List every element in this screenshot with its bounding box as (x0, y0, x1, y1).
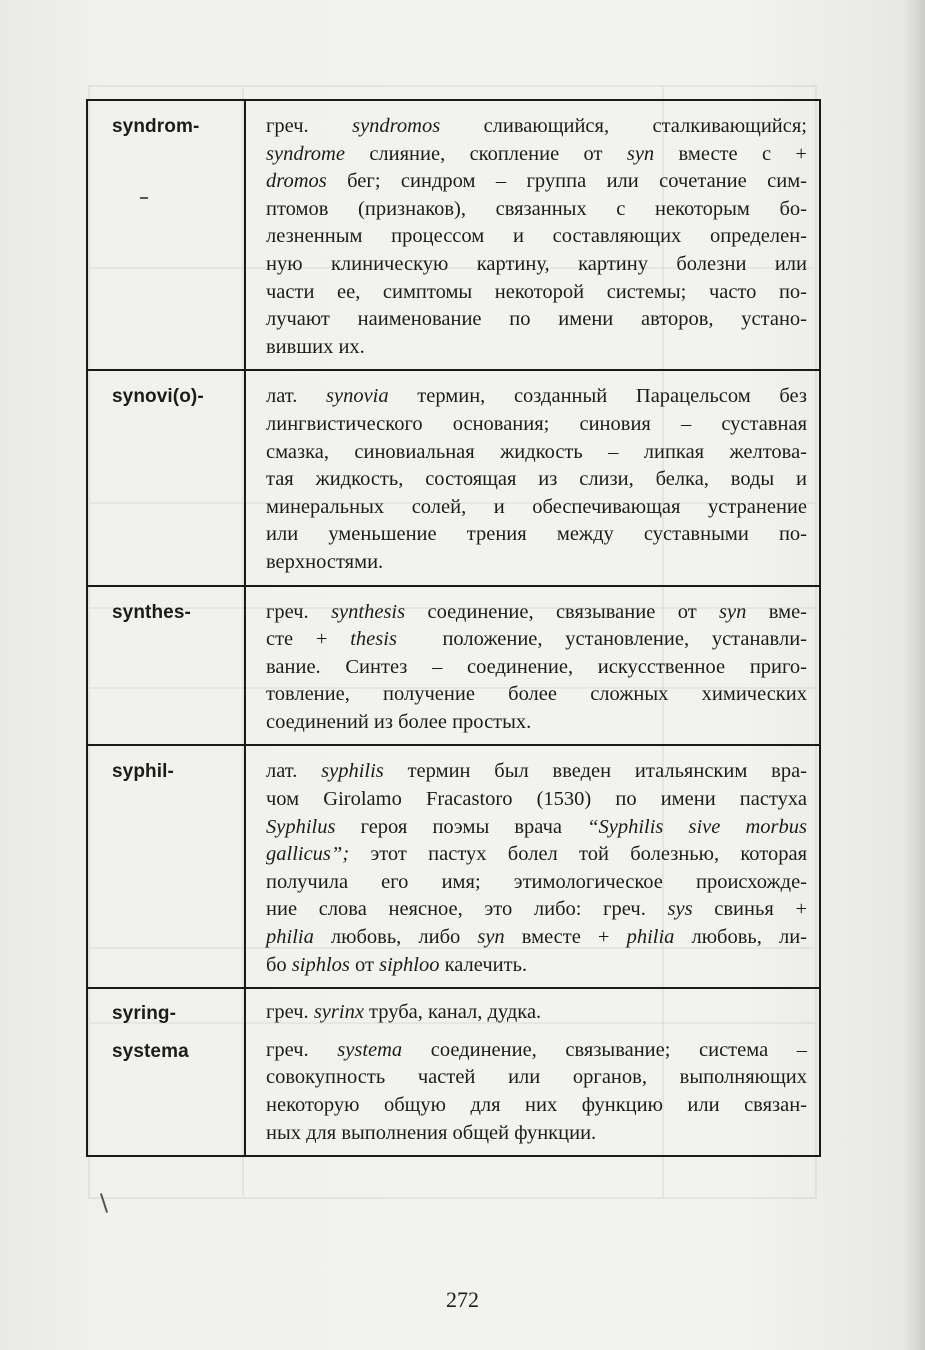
page-edge-shadow (903, 0, 925, 1350)
term-cell: syphil- (87, 745, 245, 988)
definition-line: минеральных солей, и обеспечивающая устранение (266, 495, 807, 518)
term-cell: synthes- (87, 586, 245, 746)
definition-line: некоторую общую для них функцию или связан- (266, 1094, 807, 1116)
definition-line: ную клиническую картину, картину болезни или (266, 252, 807, 275)
definition-line: верхностями. (266, 550, 384, 573)
entry-row (87, 745, 820, 988)
definition-line: лезненным процессом и составляющих определен- (266, 225, 807, 248)
definition-line: птомов (признаков), связанных с некоторым бо- (266, 197, 807, 220)
definition-line: соединений из более простых. (266, 710, 532, 733)
definition-cell (245, 370, 820, 585)
definition-cell (245, 586, 820, 746)
definition-line: лат. synovia термин, созданный Парацельсом без (266, 385, 807, 408)
definition-line: получила его имя; этимологическое происхожде- (266, 870, 807, 893)
definition-line: dromos бег; синдром – группа или сочетание сим- (266, 170, 807, 193)
term-cell: syndrom- (87, 100, 245, 370)
definition-line: вивших их. (266, 335, 365, 358)
definition-line: syndrome слияние, скопление от syn вместе с + (266, 142, 807, 165)
definition-line: смазка, синовиальная жидкость – липкая желтова- (266, 440, 807, 463)
definition-line: лат. syphilis термин был введен итальянским вра- (266, 760, 807, 783)
definition-line: сте + thesis положение, установление, устанавли- (266, 628, 807, 651)
page-number: 272 (446, 1287, 479, 1312)
term-cell: syring- (87, 988, 245, 1033)
definition-line: части ее, симптомы некоторой системы; часто по- (266, 280, 807, 303)
definition-line: греч. systema соединение, связывание; система – (266, 1038, 807, 1061)
definition-line: бо siphlos от siphloo калечить. (266, 953, 528, 976)
definition-line: греч. syrinx труба, канал, дудка. (266, 1001, 542, 1024)
entry-row (87, 1033, 820, 1156)
entry-row (87, 100, 820, 370)
definition-cell (245, 1033, 820, 1156)
definition-line: philia любовь, либо syn вместе + philia любовь, ли- (266, 926, 807, 949)
definition-line: ных для выполнения общей функции. (266, 1121, 597, 1144)
stray-pencil-mark (140, 197, 148, 199)
term-cell: systema (87, 1033, 245, 1156)
definition-line: или уменьшение трения между суставными по- (266, 523, 807, 546)
definition-cell (245, 745, 820, 988)
entry-row (87, 988, 820, 1033)
definition-cell (245, 100, 820, 370)
definition-line: лучают наименование по имени авторов, устано- (266, 308, 807, 331)
definition-line: gallicus”; этот пастух болел той болезнью, которая (266, 843, 807, 866)
definition-line: тая жидкость, состоящая из слизи, белка, воды и (266, 468, 807, 491)
definition-line: Syphilus героя поэмы врача “Syphilis sive morbus (266, 815, 807, 838)
definition-line: совокупность частей или органов, выполняющих (266, 1066, 807, 1089)
entry-row (87, 586, 820, 746)
term-cell: synovi(o)- (87, 370, 245, 585)
glossary-table (86, 99, 821, 1157)
definition-cell (245, 988, 820, 1033)
definition-line: вание. Синтез – соединение, искусственное приго- (266, 655, 807, 678)
definition-line: греч. synthesis соединение, связывание от syn вме- (266, 600, 807, 623)
definition-line: лингвистического основания; синовия – суставная (266, 412, 807, 435)
definition-line: чом Girolamo Fracastoro (1530) по имени пастуха (266, 788, 807, 811)
definition-line: греч. syndromos сливающийся, сталкивающийся; (266, 115, 807, 137)
definition-line: ние слова неясное, это либо: греч. sys свинья + (266, 898, 808, 921)
entry-row (87, 370, 820, 585)
definition-line: товление, получение более сложных химических (266, 683, 807, 706)
